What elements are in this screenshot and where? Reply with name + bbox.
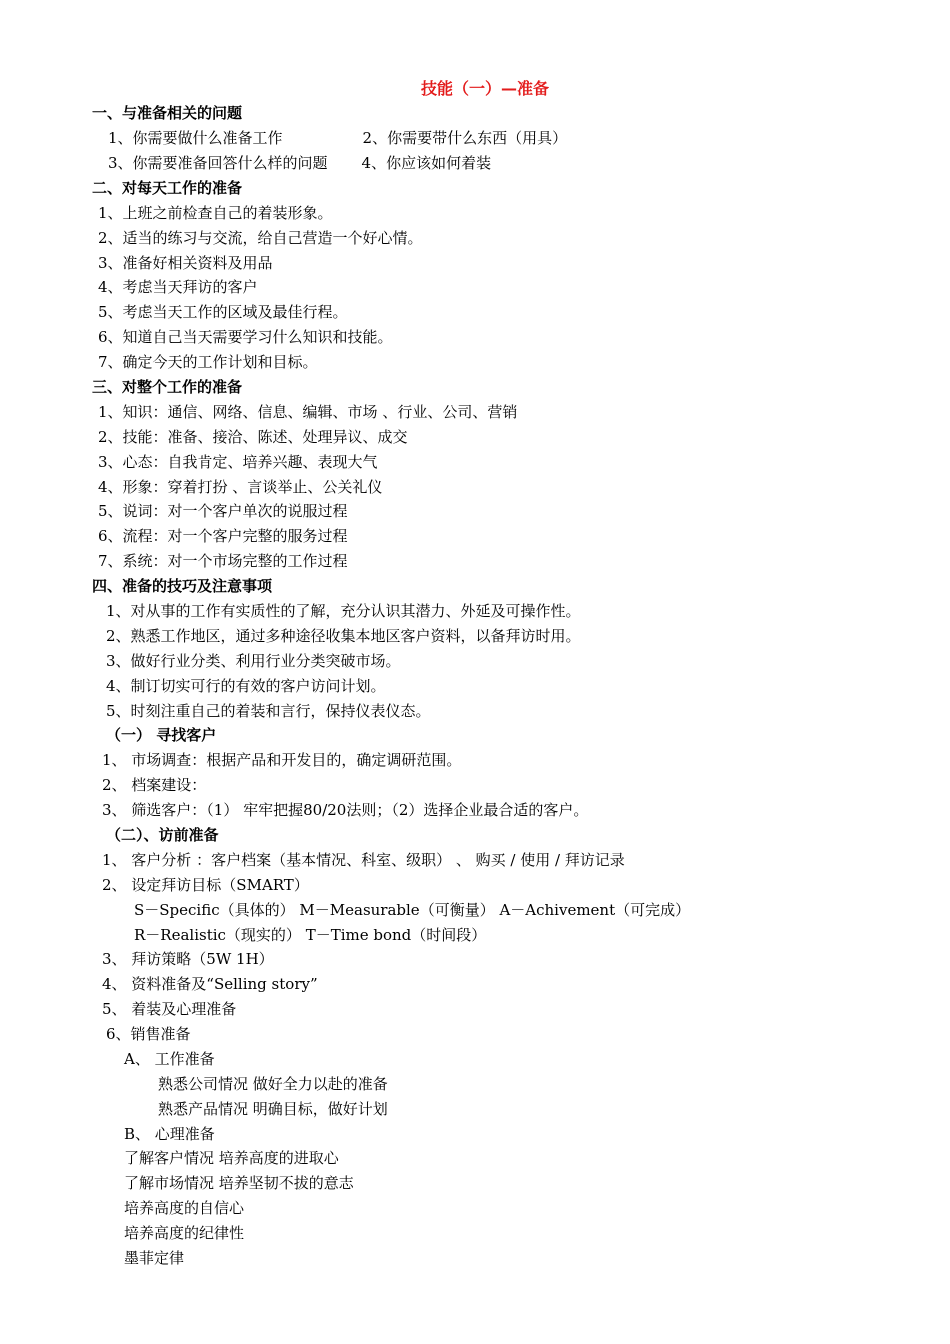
document-title: 技能（一）—准备 [420, 79, 549, 98]
sub-item-detail: 熟悉公司情况 做好全力以赴的准备 [158, 1075, 388, 1093]
list-item: 5、说词：对一个客户单次的说服过程 [98, 502, 348, 520]
section-heading-1: 一、与准备相关的问题 [92, 104, 243, 122]
list-item: 1、对从事的工作有实质性的了解，充分认识其潜力、外延及可操作性。 [106, 602, 581, 620]
sub-item-detail: 培养高度的自信心 [124, 1199, 245, 1217]
list-item: 1、知识：通信、网络、信息、编辑、市场 、行业、公司、营销 [98, 403, 518, 421]
list-item: 2、技能：准备、接洽、陈述、处理异议、成交 [98, 428, 408, 446]
list-item: 3、心态：自我肯定、培养兴趣、表现大气 [98, 453, 378, 471]
list-item: 2、 档案建设： [102, 776, 207, 794]
list-item: 4、形象：穿着打扮 、言谈举止、公关礼仪 [98, 478, 383, 496]
list-item: 3、准备好相关资料及用品 [98, 254, 273, 272]
list-item: 3、做好行业分类、利用行业分类突破市场。 [106, 652, 401, 670]
sub-item-detail: 培养高度的纪律性 [124, 1224, 245, 1242]
section-heading-4: 四、准备的技巧及注意事项 [92, 577, 273, 595]
list-item: 6、流程：对一个客户完整的服务过程 [98, 527, 348, 545]
subsection-heading-1: （一） 寻找客户 [106, 726, 217, 744]
sub-item-detail: 了解市场情况 培养坚韧不拔的意志 [124, 1174, 354, 1192]
sub-item-detail: 了解客户情况 培养高度的进取心 [124, 1149, 339, 1167]
question-2: 2、你需要带什么东西（用具） [362, 129, 568, 147]
question-4: 4、你应该如何着装 [361, 154, 492, 172]
list-item: 2、熟悉工作地区，通过多种途径收集本地区客户资料，以备拜访时用。 [106, 627, 581, 645]
sub-item-b: B、 心理准备 [124, 1125, 215, 1143]
list-item: 4、 资料准备及“Selling story” [102, 975, 318, 993]
section-heading-2: 二、对每天工作的准备 [92, 179, 243, 197]
list-item: 3、 拜访策略（5W 1H） [102, 950, 274, 968]
list-item: 3、 筛选客户：（1） 牢牢把握80/20法则；（2）选择企业最合适的客户。 [102, 801, 589, 819]
list-item: 7、确定今天的工作计划和目标。 [98, 353, 318, 371]
list-item: 4、考虑当天拜访的客户 [98, 278, 258, 296]
subsection-heading-2: （二）、访前准备 [106, 826, 219, 844]
section-heading-3: 三、对整个工作的准备 [92, 378, 243, 396]
smart-line-1: S－Specific（具体的） M－Measurable（可衡量） A－Achivement（可完成） [134, 901, 691, 919]
smart-line-2: R－Realistic（现实的） T－Time bond（时间段） [134, 926, 487, 944]
list-item: 1、 市场调查：根据产品和开发目的，确定调研范围。 [102, 751, 462, 769]
list-item: 1、上班之前检查自己的着装形象。 [98, 204, 333, 222]
question-row-1 [108, 128, 567, 148]
list-item: 1、 客户分析 ：客户档案（基本情况、科室、级职） 、 购买 / 使用 / 拜访记录 [102, 851, 625, 869]
question-row-2 [108, 153, 491, 173]
question-3: 3、你需要准备回答什么样的问题 [108, 154, 328, 172]
list-item: 2、适当的练习与交流，给自己营造一个好心情。 [98, 229, 423, 247]
question-1: 1、你需要做什么准备工作 [108, 129, 283, 147]
list-item: 7、系统：对一个市场完整的工作过程 [98, 552, 348, 570]
list-item: 2、 设定拜访目标（SMART） [102, 876, 309, 894]
list-item: 5、 着装及心理准备 [102, 1000, 237, 1018]
list-item: 5、时刻注重自己的着装和言行，保持仪表仪态。 [106, 702, 431, 720]
list-item: 4、制订切实可行的有效的客户访问计划。 [106, 677, 386, 695]
sub-item-detail: 熟悉产品情况 明确目标，做好计划 [158, 1100, 388, 1118]
list-item: 6、知道自己当天需要学习什么知识和技能。 [98, 328, 393, 346]
list-item: 5、考虑当天工作的区域及最佳行程。 [98, 303, 348, 321]
list-item: 6、销售准备 [106, 1025, 191, 1043]
sub-item-a: A、 工作准备 [124, 1050, 215, 1068]
sub-item-detail: 墨菲定律 [124, 1249, 185, 1267]
